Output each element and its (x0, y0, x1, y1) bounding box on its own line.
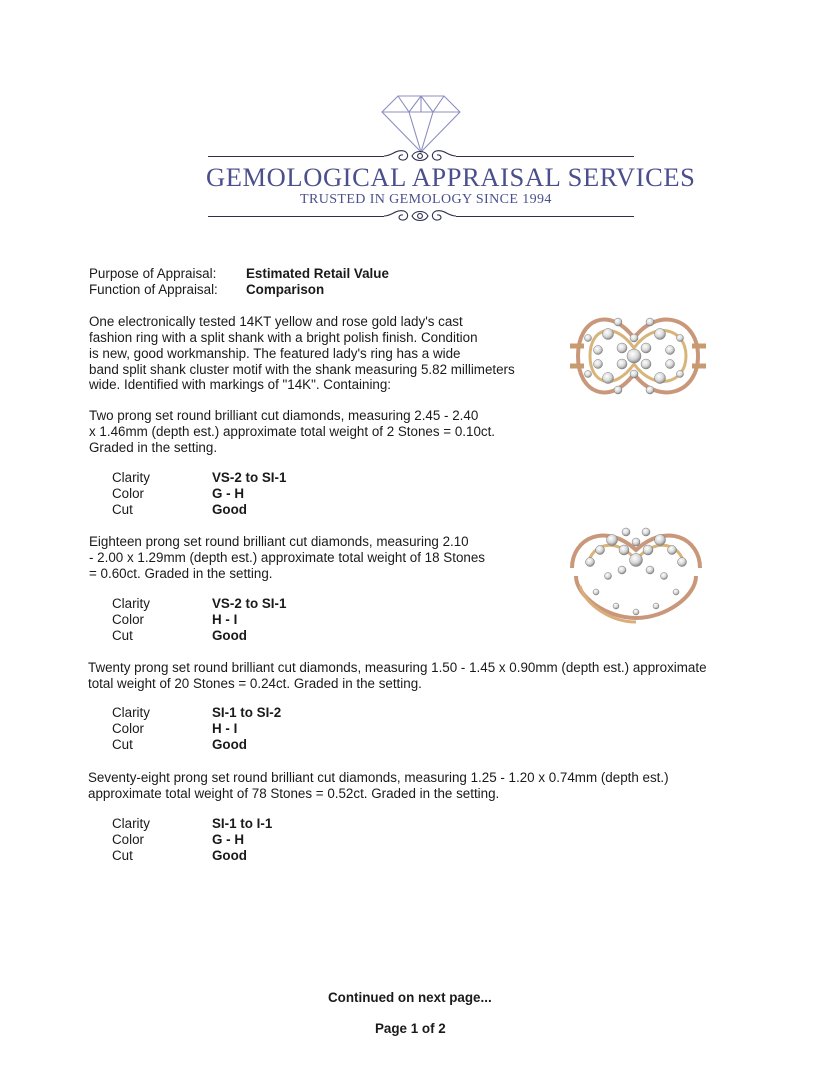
clarity-label: Clarity (112, 816, 150, 831)
description-line: is new, good workmanship. The featured lady's ring has a wide (89, 346, 461, 361)
clarity-value: VS-2 to SI-1 (212, 596, 287, 611)
color-label: Color (112, 612, 144, 627)
stone-description-line: Two prong set round brilliant cut diamonds, measuring 2.45 - 2.40 (89, 408, 479, 423)
description-line: wide. Identified with markings of "14K". Containing: (89, 377, 392, 392)
cut-label: Cut (112, 737, 133, 752)
clarity-label: Clarity (112, 470, 150, 485)
function-label: Function of Appraisal: (89, 282, 218, 297)
cut-value: Good (212, 628, 247, 643)
stone-description-line: = 0.60ct. Graded in the setting. (89, 566, 273, 581)
clarity-label: Clarity (112, 596, 150, 611)
cut-label: Cut (112, 502, 133, 517)
purpose-label: Purpose of Appraisal: (89, 266, 217, 281)
color-value: G - H (212, 486, 244, 501)
color-label: Color (112, 486, 144, 501)
cut-value: Good (212, 737, 247, 752)
function-value: Comparison (246, 282, 325, 297)
color-value: G - H (212, 832, 244, 847)
stone-description-line: approximate total weight of 78 Stones = 0.52ct. Graded in the setting. (88, 786, 500, 801)
color-label: Color (112, 832, 144, 847)
ring-photo-top-view (570, 298, 706, 414)
cut-value: Good (212, 502, 247, 517)
clarity-value: SI-1 to I-1 (212, 816, 273, 831)
color-value: H - I (212, 721, 238, 736)
clarity-value: SI-1 to SI-2 (212, 705, 282, 720)
clarity-value: VS-2 to SI-1 (212, 470, 287, 485)
stone-description-line: Seventy-eight prong set round brilliant cut diamonds, measuring 1.25 - 1.20 x 0.74mm (depth est.) (88, 770, 669, 785)
header-rule-bottom-left (208, 216, 384, 217)
stone-description-line: total weight of 20 Stones = 0.24ct. Graded in the setting. (88, 676, 422, 691)
description-line: One electronically tested 14KT yellow and rose gold lady's cast (89, 314, 463, 329)
header-rule-bottom-right (456, 216, 634, 217)
stone-description-line: Twenty prong set round brilliant cut diamonds, measuring 1.50 - 1.45 x 0.90mm (depth est.) approximate (88, 660, 707, 675)
stone-description-line: - 2.00 x 1.29mm (depth est.) approximate total weight of 18 Stones (89, 550, 485, 565)
clarity-label: Clarity (112, 705, 150, 720)
company-name: GEMOLOGICAL APPRAISAL SERVICES (206, 162, 696, 192)
cut-value: Good (212, 848, 247, 863)
continued-note: Continued on next page... (328, 990, 492, 1005)
color-value: H - I (212, 612, 238, 627)
purpose-value: Estimated Retail Value (246, 266, 389, 281)
page-number: Page 1 of 2 (375, 1021, 446, 1036)
description-line: band split shank cluster motif with the shank measuring 5.82 millimeters (89, 362, 515, 377)
company-tagline: TRUSTED IN GEMOLOGY SINCE 1994 (300, 192, 552, 207)
color-label: Color (112, 721, 144, 736)
stone-description-line: Eighteen prong set round brilliant cut diamonds, measuring 2.10 (89, 534, 469, 549)
header-rule-top-left (208, 156, 384, 157)
description-line: fashion ring with a split shank with a bright polish finish. Condition (89, 330, 478, 345)
ring-photo-angle-view (566, 516, 706, 624)
cut-label: Cut (112, 848, 133, 863)
header-rule-top-right (456, 156, 634, 157)
flourish-ornament-icon (382, 204, 458, 228)
stone-description-line: x 1.46mm (depth est.) approximate total weight of 2 Stones = 0.10ct. (89, 424, 496, 439)
stone-description-line: Graded in the setting. (89, 440, 218, 455)
cut-label: Cut (112, 628, 133, 643)
